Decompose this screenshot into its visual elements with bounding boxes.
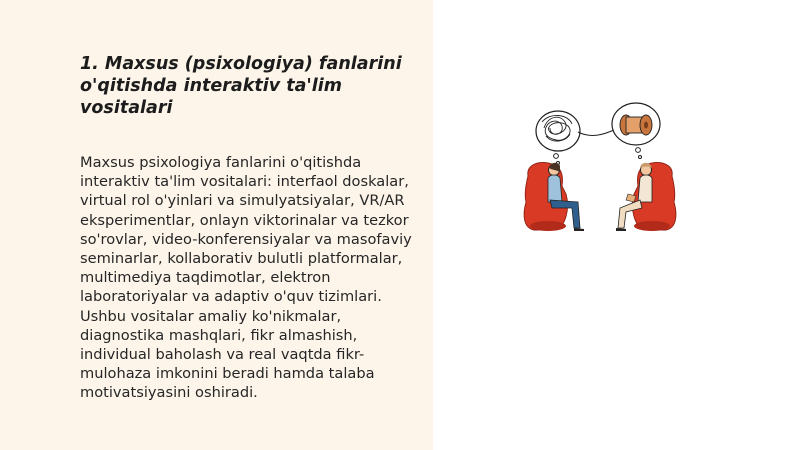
- session-illustration-svg: [520, 98, 680, 238]
- body-line: mulohaza imkonini beradi hamda talaba: [80, 365, 375, 383]
- body-line: interaktiv ta'lim vositalari: interfaol doskalar,: [80, 173, 409, 191]
- body-line: individual baholash va real vaqtda fikr-: [80, 346, 365, 364]
- body-line: motivatsiyasini oshiradi.: [80, 384, 258, 402]
- body-line: Maxsus psixologiya fanlarini o'qitishda: [80, 154, 362, 171]
- body-line: laboratoriyalar va adaptiv o'quv tizimlari.: [80, 288, 382, 306]
- tangled-thought-bubble: [536, 111, 580, 165]
- body-line: multimediya taqdimotlar, elektron: [80, 269, 331, 287]
- psychology-session-illustration: [520, 98, 680, 238]
- slide-body: [80, 153, 425, 403]
- body-line: diagnostika mashqlari, fikr almashish,: [80, 326, 358, 344]
- body-line: Ushbu vositalar amaliy ko'nikmalar,: [80, 307, 342, 325]
- body-line: eksperimentlar, onlayn viktorinalar va tezkor: [80, 211, 409, 229]
- slide-title: 1. Maxsus (psixologiya) fanlarini o'qitishda interaktiv ta'lim vositalari: [80, 54, 402, 118]
- body-line: so'rovlar, video-konferensiyalar va masofaviy: [80, 230, 412, 248]
- body-line: seminarlar, kollaborativ bulutli platformalar,: [80, 250, 403, 268]
- body-line: virtual rol o'yinlari va simulyatsiyalar, VR/AR: [80, 192, 405, 210]
- spool-thought-bubble: [612, 103, 660, 159]
